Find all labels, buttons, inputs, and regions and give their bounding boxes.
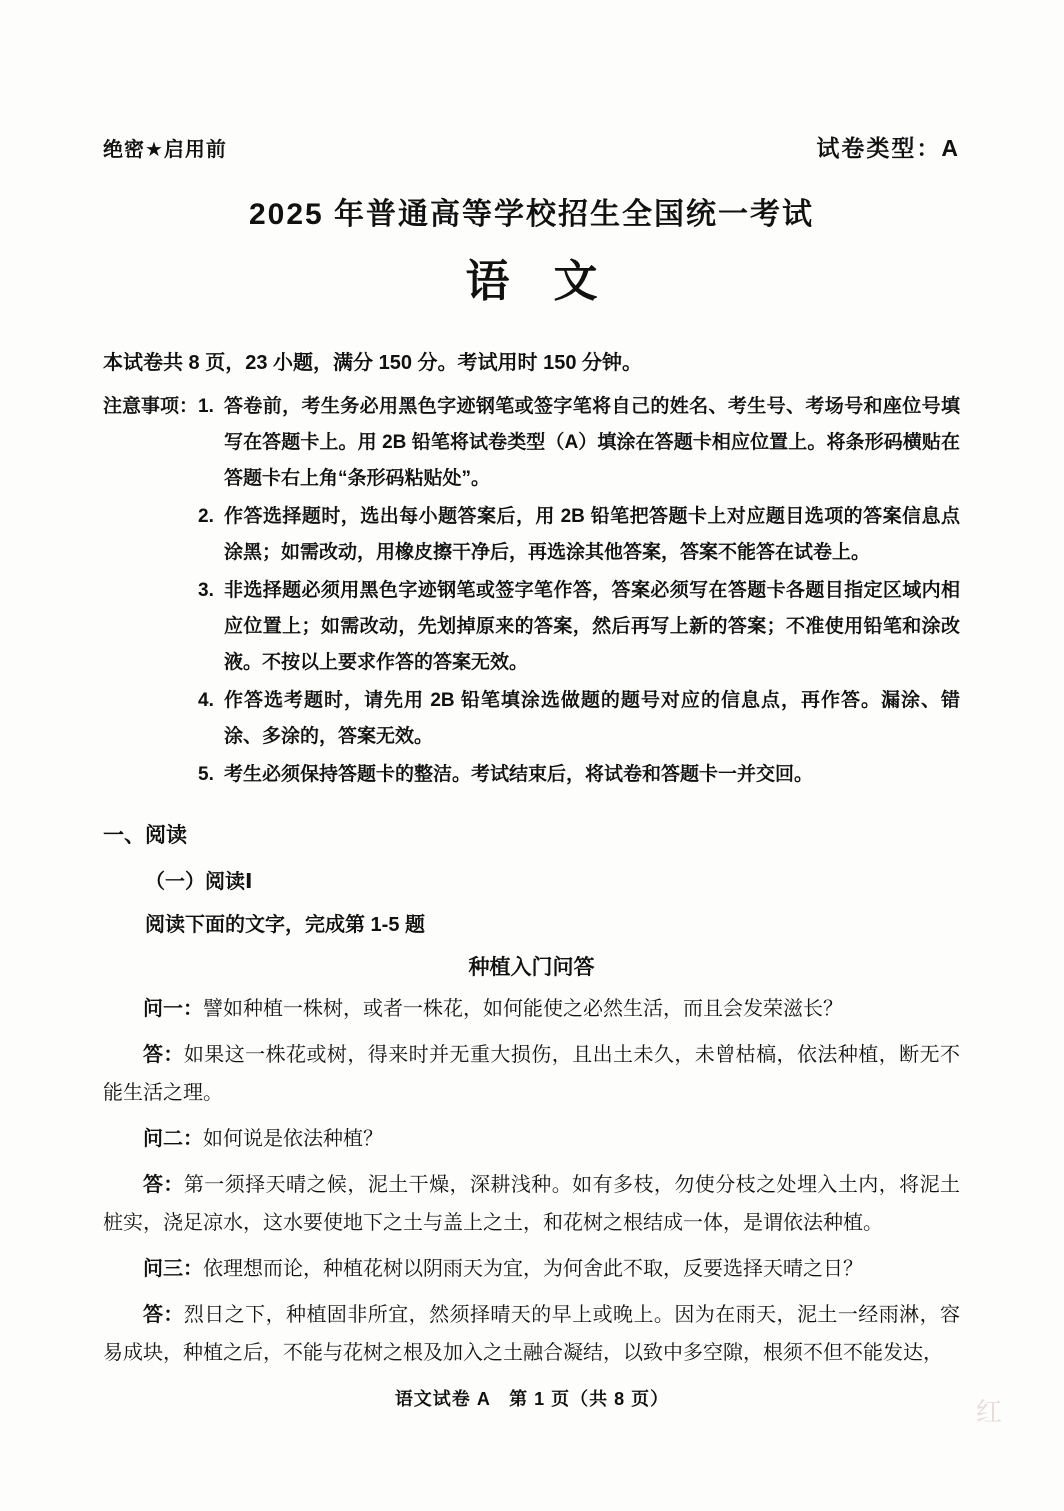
notice-number: 3. [198, 580, 214, 601]
notices-section [103, 389, 960, 793]
answer-2-text: 第一须择天晴之候，泥土干燥，深耕浅种。如有多枝，勿使分枝之处埋入土内，将泥土桩实，浇足凉水，这水要使地下之土与盖上之土，和花树之根结成一体，是谓依法种植。 [103, 1172, 961, 1234]
page-header [103, 130, 960, 163]
answer-1-label: 答： [143, 1042, 184, 1066]
question-3 [103, 1249, 960, 1287]
question-3-text: 依理想而论，种植花树以阴雨天为宜，为何舍此不取，反要选择天晴之日？ [203, 1256, 863, 1280]
notice-number: 5. [198, 764, 214, 785]
scan-watermark: 红 [975, 1398, 1002, 1428]
question-3-label: 问三： [143, 1256, 203, 1280]
answer-2 [103, 1165, 960, 1241]
security-classification-label: 绝密★启用前 [103, 139, 227, 161]
passage-title: 种植入门问答 [468, 956, 595, 979]
exam-title: 2025 年普通高等学校招生全国统一考试 [248, 198, 815, 231]
answer-1-text: 如果这一株花或树，得来时并无重大损伤，且出土未久，未曾枯槁，依法种植，断无不能生活之理。 [103, 1042, 961, 1104]
passage-body [103, 989, 960, 1371]
answer-1 [103, 1035, 960, 1111]
answer-3 [103, 1295, 960, 1371]
question-2-text: 如何说是依法种植？ [203, 1126, 383, 1150]
notice-item: 作答选考题时，请先用 2B 铅笔填涂选做题的题号对应的信息点，再作答。漏涂、错涂、多涂的，答案无效。 [224, 690, 960, 747]
notice-item: 答卷前，考生务必用黑色字迹钢笔或签字笔将自己的姓名、考生号、考场号和座位号填写在答题卡上。用 2B 铅笔将试卷类型（A）填涂在答题卡相应位置上。将条形码横贴在答题卡右上角“条形码粘贴处”。 [224, 396, 960, 489]
answer-2-label: 答： [143, 1172, 184, 1196]
page-footer: 语文试卷 A 第 1 页（共 8 页） [394, 1389, 670, 1409]
question-2 [103, 1119, 960, 1157]
notice-label-spacer [103, 757, 198, 793]
notice-label-spacer [103, 499, 198, 571]
subject-title: 语 文 [465, 257, 598, 306]
answer-3-label: 答： [143, 1302, 184, 1326]
notice-number: 4. [198, 690, 214, 711]
subsection-title-reading-1: （一）阅读Ⅰ [145, 871, 253, 893]
notice-label-spacer [103, 573, 198, 681]
notice-number: 1. [198, 396, 214, 417]
notice-label-spacer [103, 683, 198, 755]
exam-info-line: 本试卷共 8 页，23 小题，满分 150 分。考试用时 150 分钟。 [103, 352, 643, 374]
notice-item: 考生必须保持答题卡的整洁。考试结束后，将试卷和答题卡一并交回。 [224, 764, 814, 785]
notices-label: 注意事项： [103, 396, 199, 417]
notice-number: 2. [198, 506, 214, 527]
section-title-reading: 一、阅读 [103, 824, 187, 847]
reading-instruction: 阅读下面的文字，完成第 1-5 题 [145, 914, 426, 936]
question-1-label: 问一： [143, 996, 203, 1020]
question-2-label: 问二： [143, 1126, 203, 1150]
answer-3-text: 烈日之下，种植固非所宜，然须择晴天的早上或晚上。因为在雨天，泥土一经雨淋，容易成块，种植之后，不能与花树之根及加入之土融合凝结，以致中多空隙，根须不但不能发达， [103, 1302, 961, 1364]
question-1 [103, 989, 960, 1027]
question-1-text: 譬如种植一株树，或者一株花，如何能使之必然生活，而且会发荣滋长？ [203, 996, 843, 1020]
notice-item: 作答选择题时，选出每小题答案后，用 2B 铅笔把答题卡上对应题目选项的答案信息点涂黑；如需改动，用橡皮擦干净后，再选涂其他答案，答案不能答在试卷上。 [224, 506, 960, 563]
notice-item: 非选择题必须用黑色字迹钢笔或签字笔作答，答案必须写在答题卡各题目指定区域内相应位置上；如需改动，先划掉原来的答案，然后再写上新的答案；不准使用铅笔和涂改液。不按以上要求作答的答案无效。 [224, 580, 960, 673]
paper-type-label: 试卷类型：A [816, 135, 960, 161]
